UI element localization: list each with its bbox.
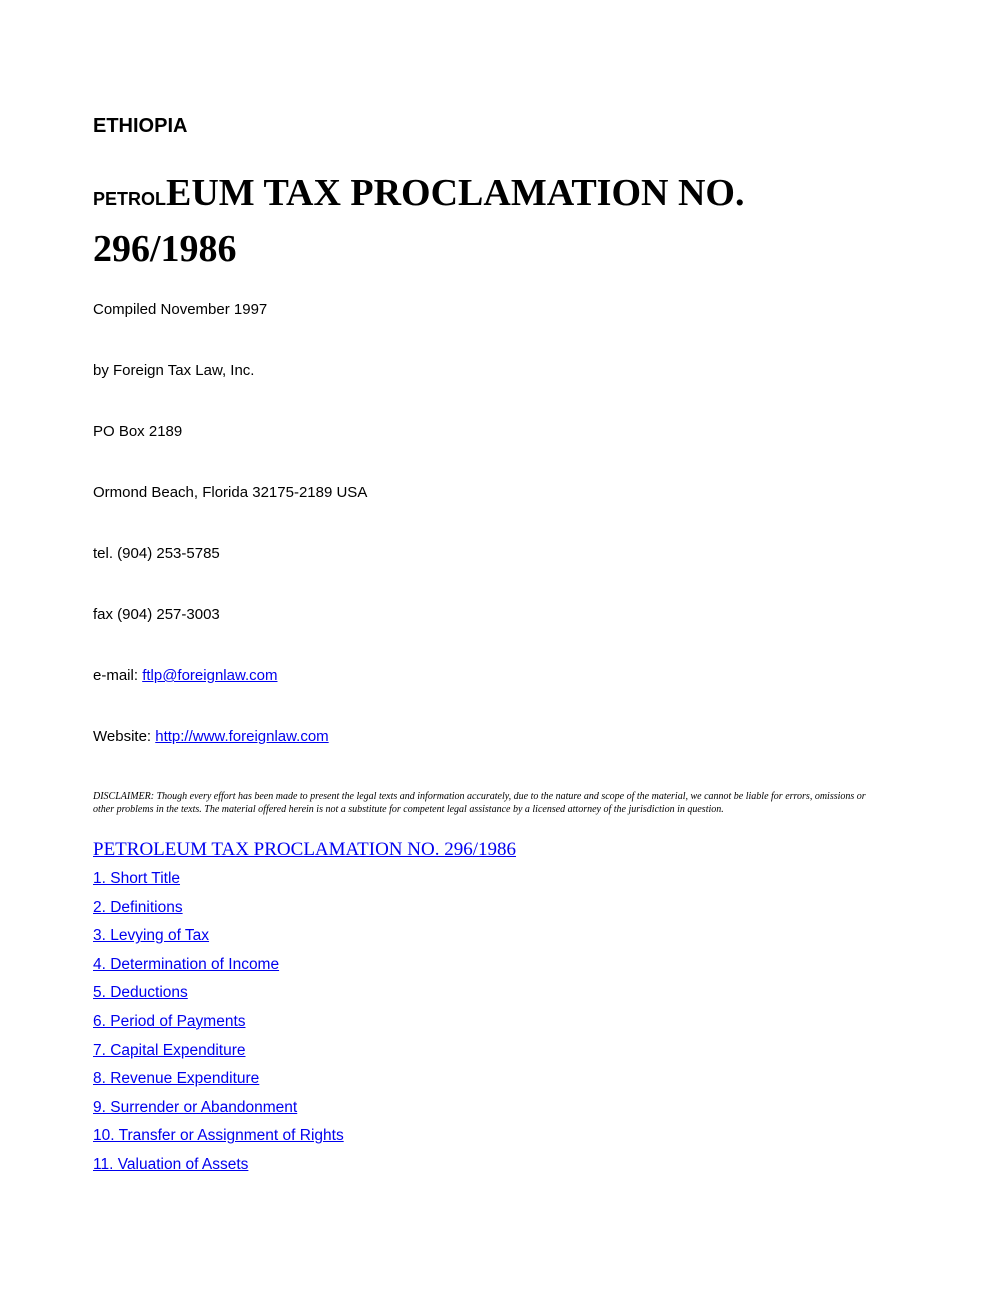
disclaimer: DISCLAIMER: Though every effort has been made to present the legal texts and information accurately, due to the nature and scope of the material, we cannot be liable for errors, omissions or other problems in the texts. The material offered herein is not a substitute for competent legal assistance by a licensed attorney of the jurisdiction in question. <box>93 791 866 815</box>
compiled-date: Compiled November 1997 <box>93 301 268 318</box>
toc-item <box>93 1040 344 1069</box>
toc-item <box>93 868 344 897</box>
toc-item <box>93 925 344 954</box>
toc-item <box>93 1068 344 1097</box>
compiler-name: by Foreign Tax Law, Inc. <box>93 362 255 379</box>
title-small-prefix: PETROL <box>93 189 167 209</box>
toc-link-short-title[interactable]: 1. Short Title <box>93 870 181 887</box>
toc-link-valuation-of-assets[interactable]: 11. Valuation of Assets <box>93 1155 249 1173</box>
telephone: tel. (904) 253-5785 <box>93 545 220 562</box>
toc-item <box>93 1097 344 1126</box>
email-link[interactable]: ftlp@foreignlaw.com <box>142 667 278 684</box>
toc-link-definitions[interactable]: 2. Definitions <box>93 898 183 916</box>
website-label: Website: <box>93 728 156 745</box>
toc-item <box>93 1154 344 1183</box>
address: Ormond Beach, Florida 32175-2189 USA <box>93 484 368 501</box>
toc-link-surrender-or-abandonment[interactable]: 9. Surrender or Abandonment <box>93 1098 298 1116</box>
email-line <box>93 667 277 685</box>
toc-link-capital-expenditure[interactable]: 7. Capital Expenditure <box>93 1041 246 1059</box>
website-link[interactable]: http://www.foreignlaw.com <box>155 728 329 745</box>
toc-link-determination-of-income[interactable]: 4. Determination of Income <box>93 955 280 973</box>
toc-link-levying-of-tax[interactable]: 3. Levying of Tax <box>93 927 210 945</box>
toc-heading-link[interactable]: PETROLEUM TAX PROCLAMATION NO. 296/1986 <box>93 839 517 860</box>
title-main: EUM TAX PROCLAMATION NO. 296/1986 <box>93 172 745 270</box>
toc-item <box>93 897 344 926</box>
table-of-contents <box>93 868 344 1183</box>
toc-link-transfer-or-assignment[interactable]: 10. Transfer or Assignment of Rights <box>93 1127 344 1145</box>
toc-item <box>93 982 344 1011</box>
toc-link-revenue-expenditure[interactable]: 8. Revenue Expenditure <box>93 1070 260 1088</box>
toc-item <box>93 1125 344 1154</box>
document-title <box>93 168 853 274</box>
fax: fax (904) 257-3003 <box>93 606 220 623</box>
email-label: e-mail: <box>93 667 143 684</box>
toc-link-deductions[interactable]: 5. Deductions <box>93 984 188 1002</box>
po-box: PO Box 2189 <box>93 423 183 440</box>
toc-item <box>93 1011 344 1040</box>
toc-link-period-of-payments[interactable]: 6. Period of Payments <box>93 1012 246 1030</box>
website-line <box>93 728 329 746</box>
country-heading: ETHIOPIA <box>93 115 188 137</box>
toc-item <box>93 954 344 983</box>
